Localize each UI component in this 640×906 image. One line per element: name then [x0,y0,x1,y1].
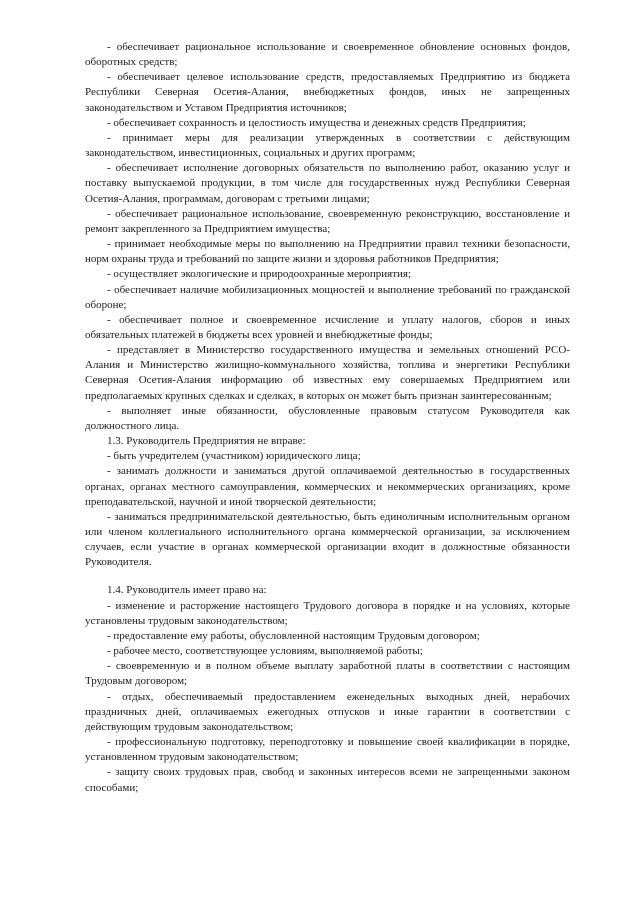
section-heading: 1.4. Руководитель имеет право на: [107,584,267,597]
paragraph: - занимать должности и заниматься другой оплачиваемой деятельностью в государственных органах, органах местного самоуправления, коммерческих и некоммерческих организациях, кроме преподавательской, научной и иной творческой деятельности; [85,465,570,508]
paragraph: - защиту своих трудовых прав, свобод и законных интересов всеми не запрещенными законом способами; [85,766,570,794]
paragraph: - быть учредителем (участником) юридического лица; [107,450,361,463]
paragraph: - обеспечивает сохранность и целостность имущества и денежных средств Предприятия; [107,116,526,129]
paragraph: - рабочее место, соответствующее условиям, выполняемой работы; [107,645,423,658]
paragraph: - представляет в Министерство государственного имущества и земельных отношений РСО-Алания и Министерство жилищно-коммунального хозяйства, топлива и энергетики Республики Северная Осетия-Алания информацию об известных ему совершаемых Предприятием или предполагаемых крупных сделках и сделках, в которых он может быть признан заинтересованным; [85,344,570,402]
paragraph: - обеспечивает целевое использование средств, предоставляемых Предприятию из бюджета Республики Северная Осетия-Алания, внебюджетных фондов, иных не запрещенных законодательством и Уставом Предприятия источников; [85,71,570,114]
paragraph: - своевременную и в полном объеме выплату заработной платы в соответствии с настоящим Трудовым договором; [85,660,570,688]
paragraph: - обеспечивает исполнение договорных обязательств по выполнению работ, оказанию услуг и поставку выпускаемой продукции, в том числе для государственных нужд Республики Северная Осетия-Алания, программам, договорам с третьими лицами; [85,162,570,205]
paragraph: - обеспечивает рациональное использование, своевременную реконструкцию, восстановление и ремонт закрепленного за Предприятием имущества; [85,207,570,235]
paragraph: - профессиональную подготовку, переподготовку и повышение своей квалификации в порядке, установленном трудовым законодательством; [85,736,570,764]
paragraph: - предоставление ему работы, обусловленной настоящим Трудовым договором; [107,629,480,642]
paragraph: - принимает необходимые меры по выполнению на Предприятии правил техники безопасности, норм охраны труда и требований по защите жизни и здоровья работников Предприятия; [85,238,570,266]
section-spacer [85,570,570,583]
paragraph: - отдых, обеспечиваемый предоставлением еженедельных выходных дней, нерабочих праздничных дней, оплачиваемых ежегодных отпусков и иные гарантии в соответствии с действующим трудовым законодательством; [85,690,570,733]
section-heading: 1.3. Руководитель Предприятия не вправе: [107,435,306,448]
paragraph: - обеспечивает рациональное использование и своевременное обновление основных фондов, оборотных средств; [85,41,570,69]
paragraph: - принимает меры для реализации утвержденных в соответствии с действующим законодательством, инвестиционных, социальных и других программ; [85,131,570,160]
document-body [85,40,570,796]
paragraph: - обеспечивает наличие мобилизационных мощностей и выполнение требований по гражданской обороне; [85,283,570,311]
paragraph: - осуществляет экологические и природоохранные мероприятия; [107,268,412,281]
paragraph: - изменение и расторжение настоящего Трудового договора в порядке и на условиях, которые установлены трудовым законодательством; [85,599,570,627]
paragraph: - заниматься предпринимательской деятельностью, быть единоличным исполнительным органом или членом коллегиального исполнительного органа коммерческой организации, за исключением случаев, если участие в органах коммерческой организации входит в должностные обязанности Руководителя. [85,510,570,569]
paragraph: - выполняет иные обязанности, обусловленные правовым статусом Руководителя как должностного лица. [85,404,570,432]
paragraph: - обеспечивает полное и своевременное исчисление и уплату налогов, сборов и иных обязательных платежей в бюджеты всех уровней и внебюджетные фонды; [85,313,570,341]
